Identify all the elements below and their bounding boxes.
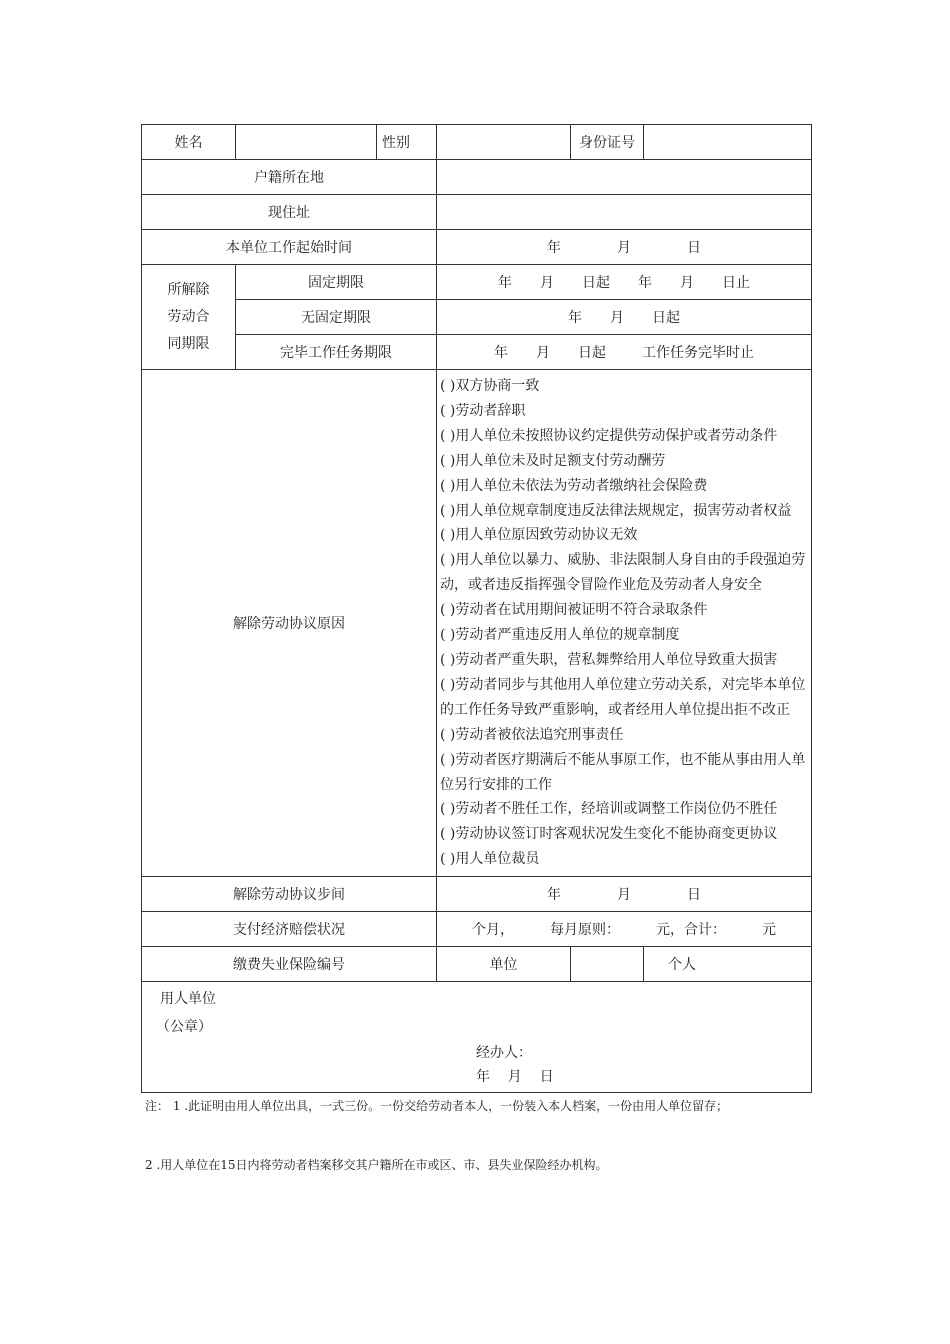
reason-option[interactable]: ( )劳动者医疗期满后不能从事原工作，也不能从事由用人单位另行安排的工作 <box>440 751 806 793</box>
group-label-line: 同期限 <box>167 335 210 352</box>
seal-label: （公章） <box>156 1019 212 1036</box>
year-text: 年 <box>547 887 561 904</box>
group-label-line: 所解除 <box>167 281 210 298</box>
reason-option[interactable]: ( )用人单位以暴力、威胁、非法限制人身自由的手段强迫劳动，或者违反指挥强令冒险作业危及劳动者人身安全 <box>440 552 806 594</box>
year-text: 年 <box>498 275 512 291</box>
contract-open-row <box>142 300 812 335</box>
id-number-field[interactable] <box>644 125 812 160</box>
gender-label: 性别 <box>377 125 437 160</box>
day-start-text: 日起 <box>582 275 610 291</box>
hukou-field[interactable] <box>437 160 812 195</box>
id-number-label: 身份证号 <box>571 125 644 160</box>
reason-option[interactable]: ( )劳动者被依法追究刑事责任 <box>440 726 624 743</box>
signature-row <box>142 982 812 1093</box>
person-text: 个人 <box>668 957 696 974</box>
day-start-text: 日起 <box>578 345 606 361</box>
contract-term-group-label <box>142 265 236 370</box>
signature-area <box>142 982 812 1093</box>
month-text: 月 <box>680 275 694 291</box>
months-text: 个月， <box>472 922 514 939</box>
compensation-row <box>142 912 812 947</box>
reason-option[interactable]: ( )用人单位原因致劳动协议无效 <box>440 527 638 544</box>
month-text: 月 <box>610 310 624 326</box>
handler-label: 经办人： <box>476 1045 532 1062</box>
sign-date: 年 月 日 <box>476 1069 554 1086</box>
yuan-text: 元 <box>762 922 776 939</box>
reason-option[interactable]: ( )用人单位裁员 <box>440 851 540 868</box>
address-field[interactable] <box>437 195 812 230</box>
reasons-label: 解除劳动协议原因 <box>142 370 437 877</box>
unit-text: 单位 <box>489 957 518 974</box>
task-term-field[interactable] <box>437 335 812 370</box>
reasons-list <box>437 370 812 877</box>
insurance-unit-field[interactable] <box>571 947 644 982</box>
month-text: 月 <box>540 275 554 291</box>
reason-option[interactable]: ( )劳动协议签订时客观状况发生变化不能协商变更协议 <box>440 826 778 843</box>
employer-label: 用人单位 <box>160 991 216 1008</box>
day-start-text: 日起 <box>652 310 680 326</box>
reason-option[interactable]: ( )劳动者在试用期间被证明不符合录取条件 <box>440 602 708 619</box>
gender-field[interactable] <box>437 125 571 160</box>
terminate-time-label: 解除劳动协议步间 <box>142 877 437 912</box>
day-text: 日 <box>687 240 701 256</box>
footnote-2: 2 .用人单位在15日内将劳动者档案移交其户籍所在市或区、市、县失业保险经办机构。 <box>145 1158 608 1172</box>
task-term-label: 完毕工作任务期限 <box>236 335 437 370</box>
compensation-label: 支付经济赔偿状况 <box>142 912 437 947</box>
day-text: 日 <box>687 887 701 904</box>
fixed-term-field[interactable] <box>437 265 812 300</box>
insurance-label: 缴费失业保险编号 <box>142 947 437 982</box>
reasons-row <box>142 370 812 877</box>
reason-option[interactable]: ( )劳动者严重违反用人单位的规章制度 <box>440 627 680 644</box>
monthly-standard-text: 每月原则： <box>550 922 620 939</box>
month-text: 月 <box>536 345 550 361</box>
year-text: 年 <box>494 345 508 361</box>
month-text: 月 <box>617 887 631 904</box>
address-row <box>142 195 812 230</box>
year-text: 年 <box>568 310 582 326</box>
reason-option[interactable]: ( )劳动者辞职 <box>440 402 526 419</box>
insurance-row <box>142 947 812 982</box>
address-label: 现住址 <box>142 195 437 230</box>
total-text: 元，合计： <box>656 922 726 939</box>
start-time-field[interactable] <box>437 230 812 265</box>
termination-certificate-form <box>141 124 812 1093</box>
reason-option[interactable]: ( )用人单位未依法为劳动者缴纳社会保险费 <box>440 477 708 494</box>
terminate-time-row <box>142 877 812 912</box>
personal-info-row <box>142 125 812 160</box>
year-text: 年 <box>547 240 561 256</box>
open-term-label: 无固定期限 <box>236 300 437 335</box>
insurance-unit-label <box>437 947 571 982</box>
hukou-label: 户籍所在地 <box>142 160 437 195</box>
reason-option[interactable]: ( )用人单位未按照协议约定提供劳动保护或者劳动条件 <box>440 427 778 444</box>
month-text: 月 <box>617 240 631 256</box>
contract-fixed-row <box>142 265 812 300</box>
name-field[interactable] <box>236 125 377 160</box>
task-end-text: 工作任务完毕时止 <box>642 345 754 361</box>
hukou-row <box>142 160 812 195</box>
fixed-term-label: 固定期限 <box>236 265 437 300</box>
contract-task-row <box>142 335 812 370</box>
group-label-line: 劳动合 <box>167 308 210 325</box>
compensation-field[interactable] <box>437 912 812 947</box>
start-time-row <box>142 230 812 265</box>
insurance-person-label <box>644 947 812 982</box>
footnote-1: 注： 1 .此证明由用人单位出具，一式三份。一份交给劳动者本人，一份装入本人档案，一份由用人单位留存； <box>145 1099 729 1113</box>
name-label: 姓名 <box>142 125 236 160</box>
reason-option[interactable]: ( )双方协商一致 <box>440 378 540 394</box>
terminate-time-field[interactable] <box>437 877 812 912</box>
day-end-text: 日止 <box>722 275 750 291</box>
reason-option[interactable]: ( )劳动者不胜任工作，经培训或调整工作岗位仍不胜任 <box>440 801 778 818</box>
reason-option[interactable]: ( )劳动者严重失职，营私舞弊给用人单位导致重大损害 <box>440 651 778 668</box>
year-text: 年 <box>638 275 652 291</box>
reason-option[interactable]: ( )劳动者同步与其他用人单位建立劳动关系，对完毕本单位的工作任务导致严重影响，或者经用人单位提出拒不改正 <box>440 676 806 718</box>
start-time-label: 本单位工作起始时间 <box>142 230 437 265</box>
reason-option[interactable]: ( )用人单位规章制度违反法律法规规定，损害劳动者权益 <box>440 502 792 519</box>
reason-option[interactable]: ( )用人单位未及时足额支付劳动酬劳 <box>440 452 666 469</box>
open-term-field[interactable] <box>437 300 812 335</box>
